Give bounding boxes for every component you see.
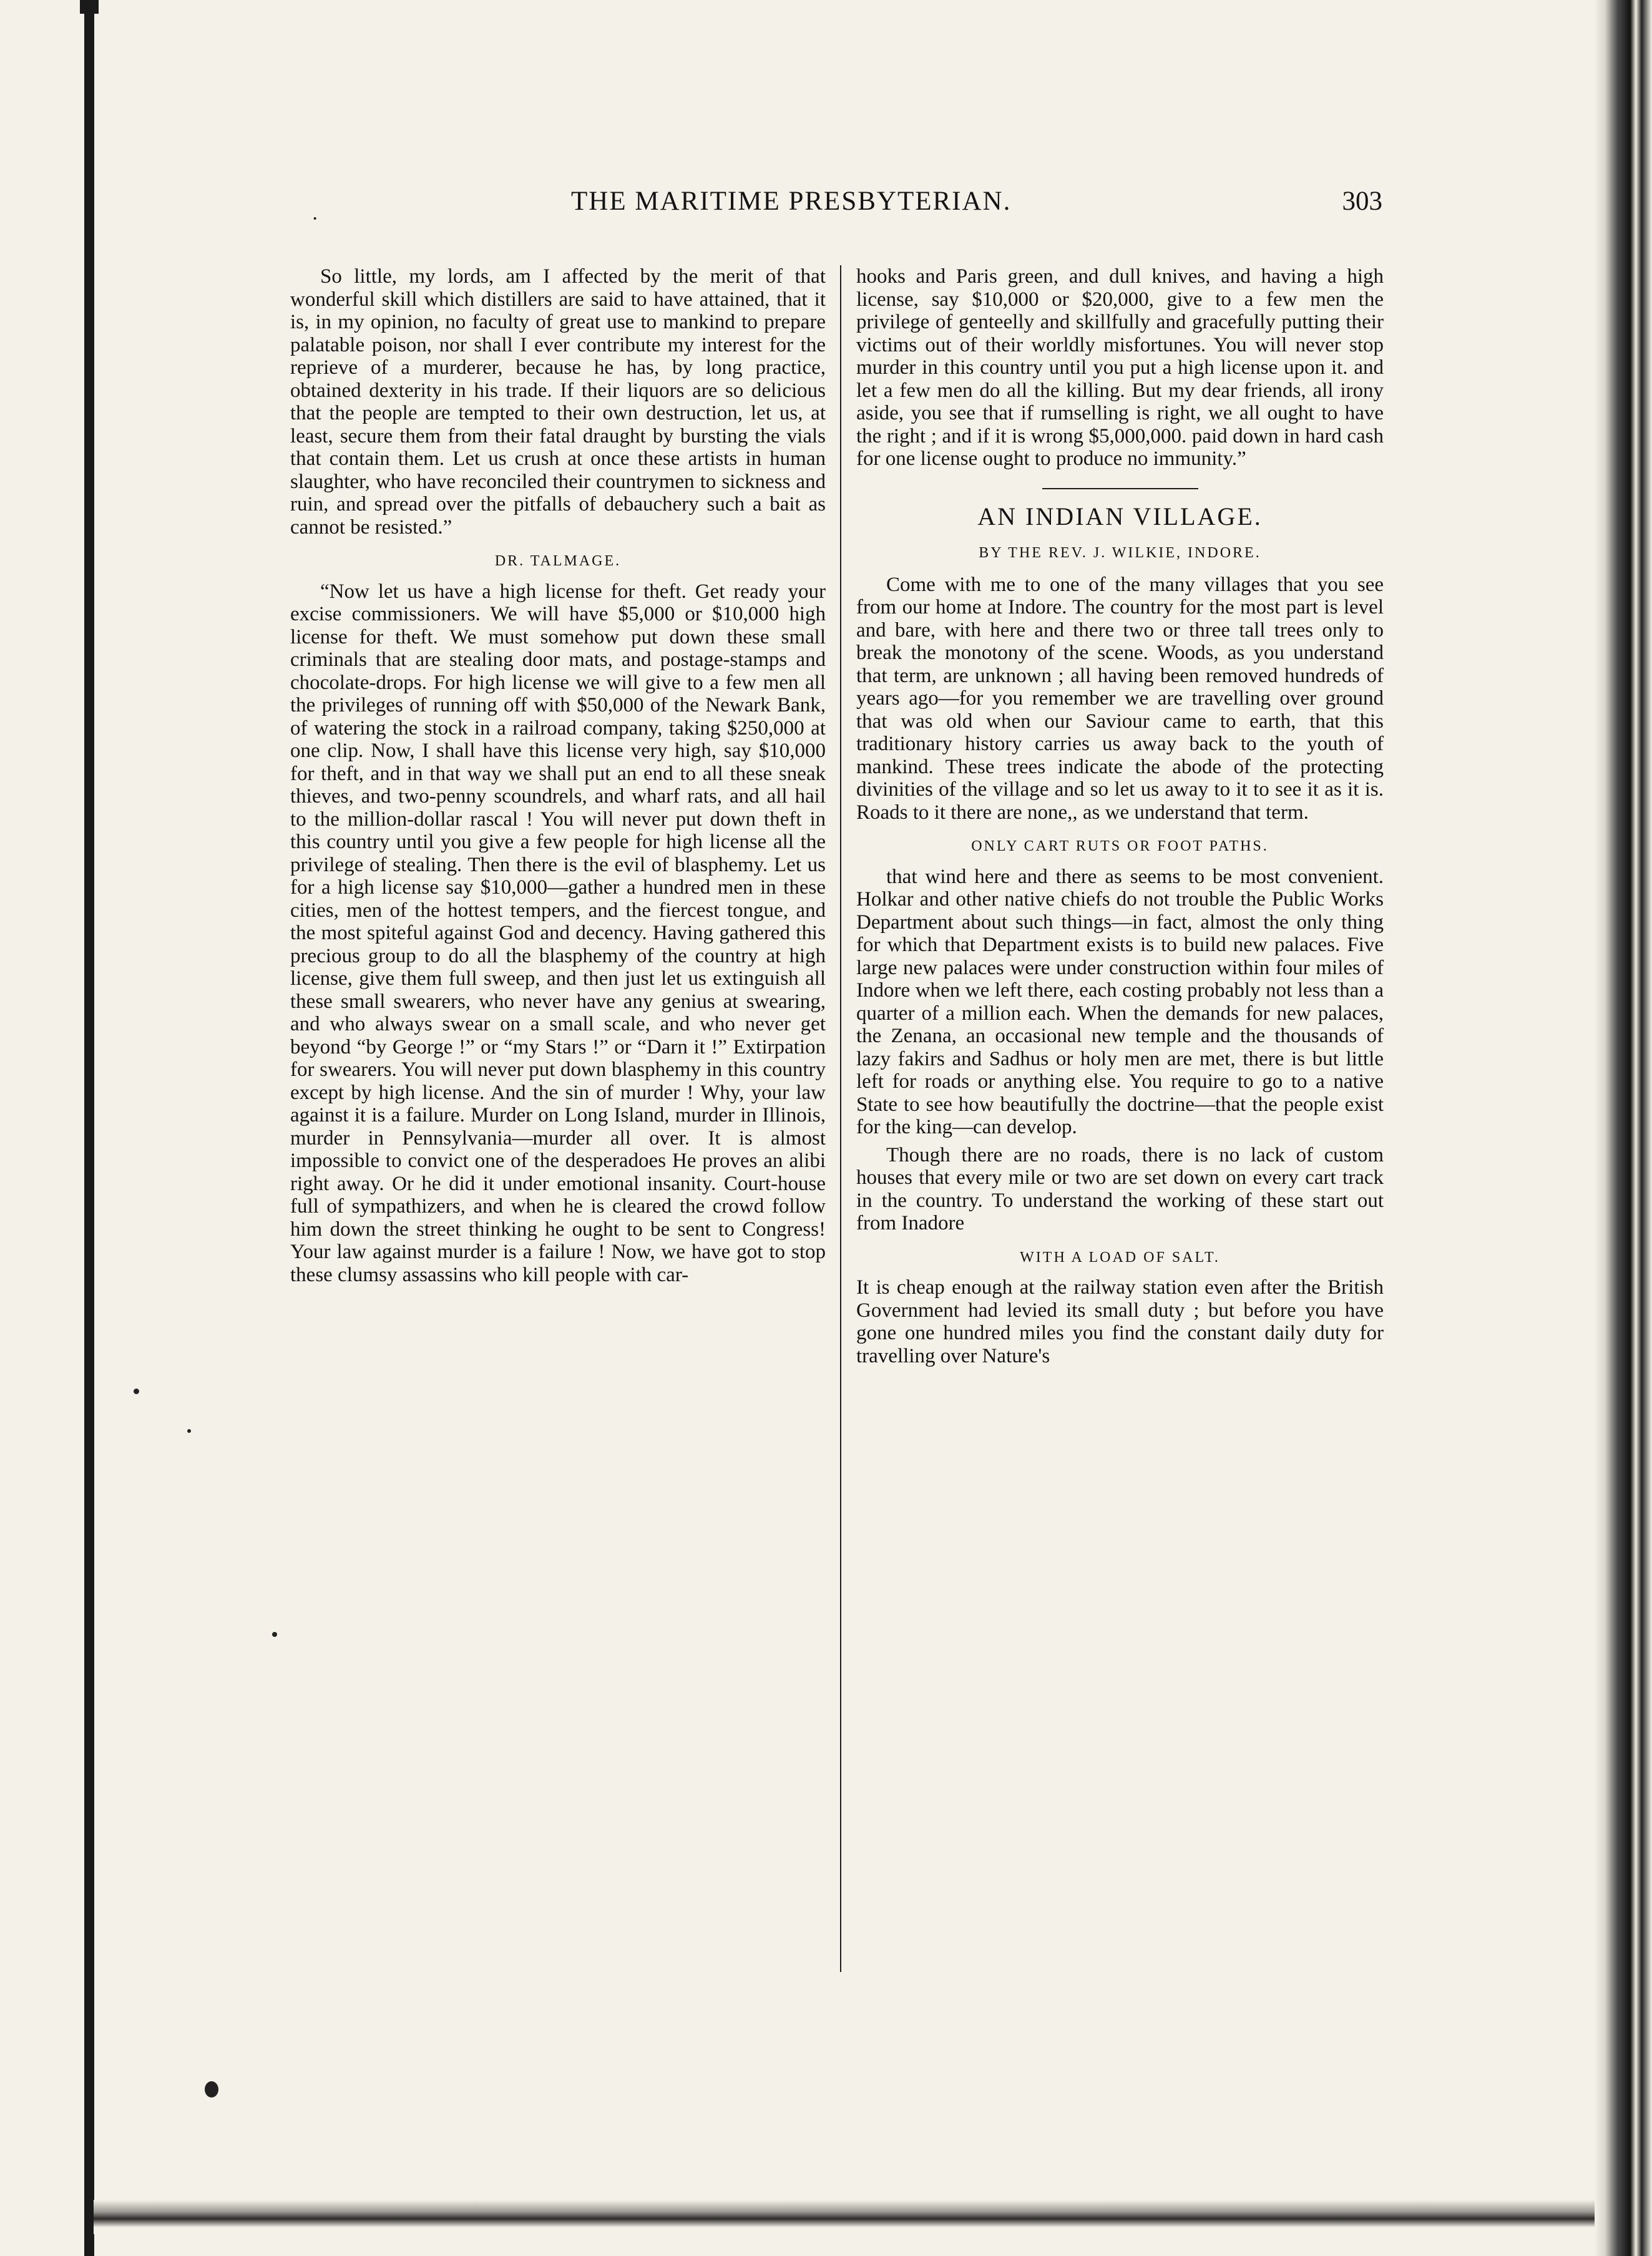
- paragraph: Come with me to one of the many villages that you see from our home at Indore. The country for the most part is level and bare, with here and there two or three tall trees only to break the monotony of the scene. Woods, as you understand that term, are unknown ; all having been removed hundreds of years ago—for you remember we are travelling over ground that was old when our Saviour came to earth, that this traditionary history carries us away back to the youth of mankind. These trees indicate the abode of the protecting divinities of the village and so let us away to it to see it as it is. Roads to it there are none,, as we understand that term.: [856, 573, 1384, 824]
- running-header: [309, 186, 1382, 230]
- paragraph: hooks and Paris green, and dull knives, and having a high license, say $10,000 or $20,000, give to a few men the privilege of genteelly and skillfully and gracefully putting their victims out of their worldly misfortunes. You will never stop murder in this country until you put a high license upon it. and let a few men do all the killing. But my dear friends, all irony aside, you see that if rumselling is right, we all ought to have the right ; and if it is wrong $5,000,000. paid down in hard cash for one license ought to produce no immunity.”: [856, 265, 1384, 470]
- article-title: AN INDIAN VILLAGE.: [977, 502, 1263, 530]
- binding-edge: [84, 0, 94, 2256]
- page-number: 303: [1342, 187, 1382, 216]
- byline: BY THE REV. J. WILKIE, INDORE.: [979, 545, 1261, 561]
- paragraph: “Now let us have a high license for theft. Get ready your excise commissioners. We will have $5,000 or $10,000 high license for theft. We must somehow put down these small criminals that are stealing door mats, and postage-stamps and chocolate-drops. For high license we will give to a few men all the privileges of running off with $50,000 of the Newark Bank, of watering the stock in a railroad company, taking $250,000 at one clip. Now, I shall have this license very high, say $10,000 for theft, and in that way we shall put an end to all these sneak thieves, and two-penny scoundrels, and wharf rats, and all hail to the million-dollar rascal ! You will never put down theft in this country until you give a few people for high license all the privilege of stealing. Then there is the evil of blasphemy. Let us for a high license say $10,000—gather a hundred men in these cities, men of the hottest tempers, and the fiercest tongue, and the most spiteful against God and decency. Having gathered this precious group to do all the blasphemy of the country at high license, give them full sweep, and then just let us extinguish all these small swearers, who never have any genius at swearing, and who always swear on a small scale, and who never get beyond “by George !” or “my Stars !” or “Darn it !” Extirpation for swearers. You will never put down blasphemy in this country except by high license. And the sin of murder ! Why, your law against it is a failure. Murder on Long Island, murder in Illinois, murder in Pennsylvania—murder all over. It is almost impossible to convict one of the desperadoes He proves an alibi right away. Or he did it under emotional insanity. Court-house full of sympathizers, and when he is cleared the crowd follow him down the street thinking he ought to be sent to Congress! Your law against murder is a failure ! Now, we have got to stop these clumsy assassins who kill people with car-: [290, 580, 826, 1286]
- ink-speck: [187, 1429, 191, 1433]
- journal-title: THE MARITIME PRESBYTERIAN.: [571, 187, 1012, 216]
- column-divider: [840, 265, 841, 1972]
- left-column: [290, 265, 826, 1286]
- section-heading: WITH A LOAD OF SALT.: [1020, 1249, 1220, 1266]
- page-edge-right: [1595, 0, 1652, 2256]
- header-dot: ·: [311, 207, 319, 230]
- binding-edge-cap: [80, 0, 99, 14]
- right-column: [856, 265, 1384, 1367]
- section-heading: ONLY CART RUTS OR FOOT PATHS.: [971, 838, 1269, 854]
- ink-speck: [134, 1389, 139, 1394]
- page-edge-bottom: [94, 2200, 1595, 2234]
- paragraph: So little, my lords, am I affected by the merit of that wonderful skill which distillers are said to have attained, that it is, in my opinion, no faculty of great use to mankind to prepare palatable poison, nor shall I ever contribute my interest for the reprieve of a murderer, because he has, by long practice, obtained dexterity in his trade. If their liquors are so delicious that the people are tempted to their own destruction, let us, at least, secure them from their fatal draught by bursting the vials that contain them. Let us crush at once these artists in human slaughter, who have reconciled their countrymen to sickness and ruin, and spread over the pitfalls of debauchery such a bait as cannot be resisted.”: [290, 265, 826, 539]
- paragraph: that wind here and there as seems to be most convenient. Holkar and other native chiefs do not trouble the Public Works Department about such things—in fact, almost the only thing for which that Department exists is to build new palaces. Five large new palaces were under construction within four miles of Indore when we left there, each costing probably not less than a quarter of a million each. When the demands for new palaces, the Zenana, an occasional new temple and the thousands of lazy fakirs and Sadhus or holy men are met, there is but little left for roads or anything else. You require to go to a native State to see how beautifully the doctrine—that the people exist for the king—can develop.: [856, 865, 1384, 1138]
- paragraph: It is cheap enough at the railway station even after the British Government had levied its small duty ; but before you have gone one hundred miles you find the constant daily duty for travelling over Nature's: [856, 1276, 1384, 1367]
- section-heading: DR. TALMAGE.: [494, 553, 622, 569]
- ink-speck: [205, 2081, 218, 2097]
- ink-speck: [272, 1632, 277, 1637]
- title-rule: [1042, 488, 1198, 489]
- paragraph: Though there are no roads, there is no lack of custom houses that every mile or two are set down on every cart track in the country. To understand the working of these start out from Inadore: [856, 1143, 1384, 1234]
